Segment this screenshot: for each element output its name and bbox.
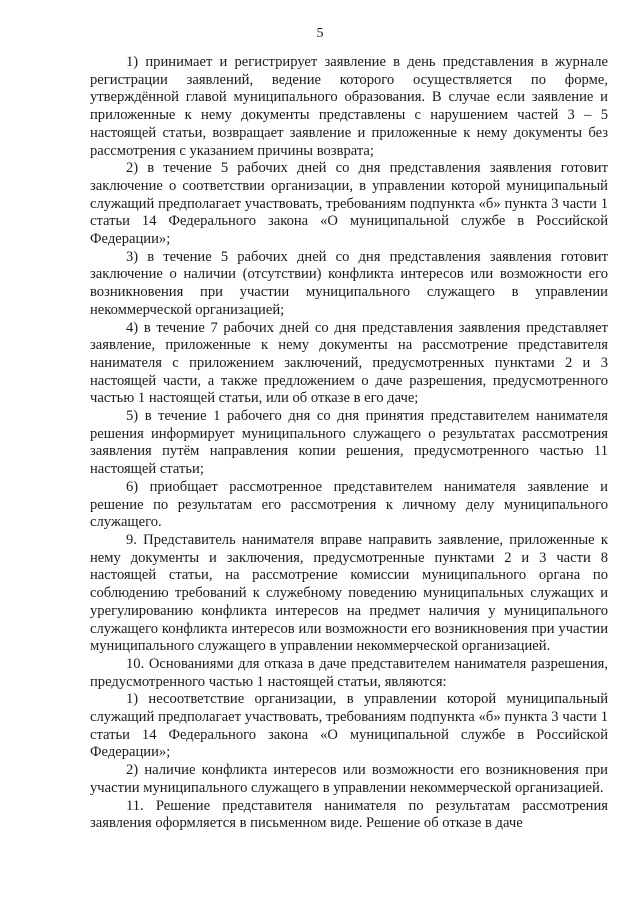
- document-body: [90, 54, 608, 833]
- paragraph-item-3: 3) в течение 5 рабочих дней со дня представления заявления готовит заключение о наличии (отсутствии) конфликта интересов или возможности его возникновения при участии муниципального служащего в управлении некоммерческой организацией;: [90, 248, 608, 318]
- paragraph-reason-2: 2) наличие конфликта интересов или возможности его возникновения при участии муниципального служащего в управлении некоммерческой организацией.: [90, 762, 608, 796]
- paragraph-reason-1: 1) несоответствие организации, в управлении которой муниципальный служащий предполагает участвовать, требованиям подпункта «б» пункта 3 части 1 статьи 14 Федерального закона «О муниципальной службе в Российской Федерации»;: [90, 691, 608, 761]
- paragraph-section-10: 10. Основаниями для отказа в даче представителем нанимателя разрешения, предусмотренного частью 1 настоящей статьи, являются:: [90, 655, 608, 690]
- paragraph-item-4: 4) в течение 7 рабочих дней со дня представления заявления представляет заявление, приложенные к нему документы на рассмотрение представителя нанимателя с приложением заключений, предусмотренных пунктами 2 и 3 настоящей части, а также предложением о даче разрешения, предусмотренного частью 1 настоящей статьи, или об отказе в его даче;: [90, 319, 608, 407]
- paragraph-item-2: 2) в течение 5 рабочих дней со дня представления заявления готовит заключение о соответствии организации, в управлении которой муниципальный служащий предполагает участвовать, требованиям подпункта «б» пункта 3 части 1 статьи 14 Федерального закона «О муниципальной службе в Российской Федерации»;: [90, 160, 608, 248]
- paragraph-item-6: 6) приобщает рассмотренное представителем нанимателя заявление и решение по результатам его рассмотрения к личному делу муниципального служащего.: [90, 478, 608, 531]
- paragraph-item-5: 5) в течение 1 рабочего дня со дня принятия представителем нанимателя решения информирует муниципального служащего о результатах рассмотрения заявления путём направления копии решения, предусмотренного частью 11 настоящей статьи;: [90, 408, 608, 478]
- paragraph-section-9: 9. Представитель нанимателя вправе направить заявление, приложенные к нему документы и заключения, предусмотренные пунктами 2 и 3 части 8 настоящей статьи, на рассмотрение комиссии муниципального органа по соблюдению требований к служебному поведению муниципальных служащих и урегулированию конфликта интересов на предмет наличия у муниципального служащего конфликта интересов или возможности его возникновения при участии муниципального служащего в управлении некоммерческой организацией.: [90, 531, 608, 655]
- paragraph-section-11: 11. Решение представителя нанимателя по результатам рассмотрения заявления оформляется в письменном виде. Решение об отказе в даче: [90, 797, 608, 832]
- page-number: 5: [316, 26, 324, 41]
- paragraph-item-1: 1) принимает и регистрирует заявление в день представления в журнале регистрации заявлений, ведение которого осуществляется по форме, утверждённой главой муниципального образования. В случае если заявление и приложенные к нему документы представлены с нарушением частей 3 – 5 настоящей статьи, возвращает заявление и приложенные к нему документы без рассмотрения с указанием причины возврата;: [90, 54, 608, 159]
